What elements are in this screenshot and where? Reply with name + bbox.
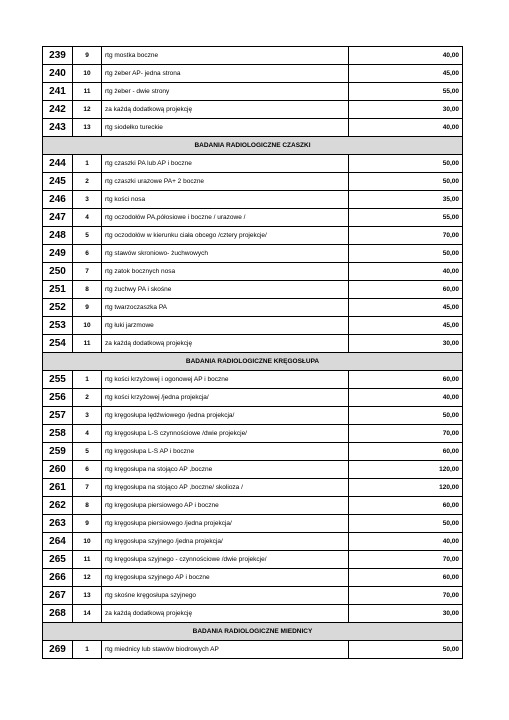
row-ordinal: 260 <box>43 461 73 479</box>
table-row <box>43 299 463 317</box>
row-section-number: 3 <box>73 407 102 425</box>
row-ordinal: 242 <box>43 101 73 119</box>
row-section-number: 6 <box>73 461 102 479</box>
price-list-body <box>43 47 463 659</box>
procedure-price: 60,00 <box>349 569 463 587</box>
section-header-row <box>43 353 463 371</box>
row-section-number: 10 <box>73 65 102 83</box>
row-ordinal: 264 <box>43 533 73 551</box>
procedure-name: rtg kręgosłupa szyjnego - czynnościowe /dwie projekcje/ <box>102 551 349 569</box>
row-section-number: 8 <box>73 497 102 515</box>
row-section-number: 13 <box>73 119 102 137</box>
procedure-name: rtg siodełko tureckie <box>102 119 349 137</box>
row-ordinal: 257 <box>43 407 73 425</box>
table-row <box>43 389 463 407</box>
row-section-number: 10 <box>73 317 102 335</box>
procedure-price: 70,00 <box>349 551 463 569</box>
procedure-price: 50,00 <box>349 641 463 659</box>
table-row <box>43 263 463 281</box>
procedure-price: 60,00 <box>349 443 463 461</box>
table-row <box>43 47 463 65</box>
procedure-name: rtg kręgosłupa L-S czynnościowe /dwie projekcje/ <box>102 425 349 443</box>
table-row <box>43 173 463 191</box>
row-section-number: 6 <box>73 245 102 263</box>
procedure-name: rtg kości krzyżowej /jedna projekcja/ <box>102 389 349 407</box>
procedure-price: 40,00 <box>349 533 463 551</box>
table-row <box>43 245 463 263</box>
procedure-price: 60,00 <box>349 497 463 515</box>
row-ordinal: 267 <box>43 587 73 605</box>
procedure-name: rtg miednicy lub stawów biodrowych AP <box>102 641 349 659</box>
table-row <box>43 425 463 443</box>
row-section-number: 7 <box>73 479 102 497</box>
procedure-name: rtg kręgosłupa piersiowego AP i boczne <box>102 497 349 515</box>
procedure-name: za każdą dodatkową projekcję <box>102 101 349 119</box>
row-section-number: 5 <box>73 227 102 245</box>
row-ordinal: 254 <box>43 335 73 353</box>
row-section-number: 13 <box>73 587 102 605</box>
row-ordinal: 253 <box>43 317 73 335</box>
procedure-price: 60,00 <box>349 371 463 389</box>
row-section-number: 2 <box>73 389 102 407</box>
procedure-name: rtg żeber - dwie strony <box>102 83 349 101</box>
procedure-price: 50,00 <box>349 407 463 425</box>
row-ordinal: 261 <box>43 479 73 497</box>
table-row <box>43 65 463 83</box>
table-row <box>43 191 463 209</box>
procedure-price: 70,00 <box>349 227 463 245</box>
row-section-number: 12 <box>73 569 102 587</box>
row-section-number: 9 <box>73 47 102 65</box>
row-ordinal: 246 <box>43 191 73 209</box>
table-row <box>43 281 463 299</box>
row-ordinal: 255 <box>43 371 73 389</box>
procedure-name: rtg kręgosłupa na stojąco AP ,boczne <box>102 461 349 479</box>
table-row <box>43 479 463 497</box>
table-row <box>43 515 463 533</box>
row-section-number: 7 <box>73 263 102 281</box>
table-row <box>43 335 463 353</box>
section-header-row <box>43 137 463 155</box>
table-row <box>43 119 463 137</box>
procedure-price: 60,00 <box>349 281 463 299</box>
procedure-price: 45,00 <box>349 299 463 317</box>
row-section-number: 12 <box>73 101 102 119</box>
row-section-number: 11 <box>73 551 102 569</box>
procedure-price: 35,00 <box>349 191 463 209</box>
table-row <box>43 587 463 605</box>
table-row <box>43 533 463 551</box>
procedure-price: 55,00 <box>349 83 463 101</box>
procedure-name: rtg kręgosłupa szyjnego /jedna projekcja/ <box>102 533 349 551</box>
procedure-price: 30,00 <box>349 335 463 353</box>
table-row <box>43 83 463 101</box>
procedure-price: 120,00 <box>349 479 463 497</box>
procedure-name: rtg zatok bocznych nosa <box>102 263 349 281</box>
price-list-table <box>42 46 463 659</box>
procedure-price: 30,00 <box>349 605 463 623</box>
procedure-name: rtg łuki jarzmowe <box>102 317 349 335</box>
row-ordinal: 258 <box>43 425 73 443</box>
procedure-name: rtg czaszki urazowe PA+ 2 boczne <box>102 173 349 191</box>
row-ordinal: 241 <box>43 83 73 101</box>
table-row <box>43 443 463 461</box>
row-section-number: 8 <box>73 281 102 299</box>
table-row <box>43 317 463 335</box>
row-ordinal: 250 <box>43 263 73 281</box>
procedure-name: rtg twarzoczaszka PA <box>102 299 349 317</box>
section-title: BADANIA RADIOLOGICZNE KRĘGOSŁUPA <box>43 353 463 371</box>
procedure-name: rtg kręgosłupa lędźwiowego /jedna projekcja/ <box>102 407 349 425</box>
row-ordinal: 265 <box>43 551 73 569</box>
row-section-number: 11 <box>73 335 102 353</box>
row-section-number: 9 <box>73 515 102 533</box>
table-row <box>43 461 463 479</box>
table-row <box>43 641 463 659</box>
table-row <box>43 371 463 389</box>
procedure-price: 45,00 <box>349 65 463 83</box>
procedure-price: 50,00 <box>349 155 463 173</box>
table-row <box>43 605 463 623</box>
row-section-number: 1 <box>73 371 102 389</box>
procedure-price: 50,00 <box>349 245 463 263</box>
procedure-price: 55,00 <box>349 209 463 227</box>
procedure-price: 50,00 <box>349 515 463 533</box>
table-row <box>43 155 463 173</box>
section-title: BADANIA RADIOLOGICZNE CZASZKI <box>43 137 463 155</box>
table-row <box>43 209 463 227</box>
procedure-price: 40,00 <box>349 389 463 407</box>
row-section-number: 1 <box>73 155 102 173</box>
procedure-price: 40,00 <box>349 119 463 137</box>
row-section-number: 10 <box>73 533 102 551</box>
procedure-name: rtg kręgosłupa piersiowego /jedna projekcja/ <box>102 515 349 533</box>
procedure-price: 120,00 <box>349 461 463 479</box>
row-section-number: 3 <box>73 191 102 209</box>
procedure-name: rtg kręgosłupa na stojąco AP ,boczne/ skolioza / <box>102 479 349 497</box>
table-row <box>43 569 463 587</box>
procedure-price: 70,00 <box>349 425 463 443</box>
row-ordinal: 245 <box>43 173 73 191</box>
procedure-name: rtg kręgosłupa szyjnego AP i boczne <box>102 569 349 587</box>
procedure-price: 70,00 <box>349 587 463 605</box>
procedure-name: rtg skośne kręgosłupa szyjnego <box>102 587 349 605</box>
row-section-number: 4 <box>73 209 102 227</box>
procedure-name: rtg żuchwy PA i skośne <box>102 281 349 299</box>
procedure-name: rtg żeber AP- jedna strona <box>102 65 349 83</box>
table-row <box>43 227 463 245</box>
row-ordinal: 249 <box>43 245 73 263</box>
row-ordinal: 262 <box>43 497 73 515</box>
row-section-number: 14 <box>73 605 102 623</box>
procedure-name: rtg oczodołów PA,półosiowe i boczne / urazowe / <box>102 209 349 227</box>
row-ordinal: 247 <box>43 209 73 227</box>
procedure-name: rtg czaszki PA lub AP i boczne <box>102 155 349 173</box>
table-row <box>43 101 463 119</box>
procedure-name: rtg stawów skroniowo- żuchwowych <box>102 245 349 263</box>
table-row <box>43 407 463 425</box>
row-ordinal: 268 <box>43 605 73 623</box>
section-title: BADANIA RADIOLOGICZNE MIEDNICY <box>43 623 463 641</box>
row-ordinal: 243 <box>43 119 73 137</box>
row-ordinal: 240 <box>43 65 73 83</box>
row-ordinal: 252 <box>43 299 73 317</box>
procedure-name: rtg kości nosa <box>102 191 349 209</box>
procedure-name: rtg mostka boczne <box>102 47 349 65</box>
row-ordinal: 266 <box>43 569 73 587</box>
procedure-name: za każdą dodatkową projekcję <box>102 335 349 353</box>
row-section-number: 1 <box>73 641 102 659</box>
row-ordinal: 269 <box>43 641 73 659</box>
procedure-name: rtg oczodołów w kierunku ciała obcego /cztery projekcje/ <box>102 227 349 245</box>
row-ordinal: 248 <box>43 227 73 245</box>
procedure-price: 30,00 <box>349 101 463 119</box>
row-section-number: 5 <box>73 443 102 461</box>
row-ordinal: 239 <box>43 47 73 65</box>
row-ordinal: 251 <box>43 281 73 299</box>
procedure-name: za każdą dodatkową projekcję <box>102 605 349 623</box>
procedure-price: 45,00 <box>349 317 463 335</box>
row-ordinal: 263 <box>43 515 73 533</box>
table-row <box>43 497 463 515</box>
row-section-number: 2 <box>73 173 102 191</box>
procedure-price: 50,00 <box>349 173 463 191</box>
row-ordinal: 244 <box>43 155 73 173</box>
section-header-row <box>43 623 463 641</box>
procedure-name: rtg kości krzyżowej i ogonowej AP i boczne <box>102 371 349 389</box>
row-ordinal: 259 <box>43 443 73 461</box>
procedure-price: 40,00 <box>349 47 463 65</box>
table-row <box>43 551 463 569</box>
procedure-price: 40,00 <box>349 263 463 281</box>
row-section-number: 11 <box>73 83 102 101</box>
row-ordinal: 256 <box>43 389 73 407</box>
row-section-number: 9 <box>73 299 102 317</box>
row-section-number: 4 <box>73 425 102 443</box>
procedure-name: rtg kręgosłupa L-S AP i boczne <box>102 443 349 461</box>
